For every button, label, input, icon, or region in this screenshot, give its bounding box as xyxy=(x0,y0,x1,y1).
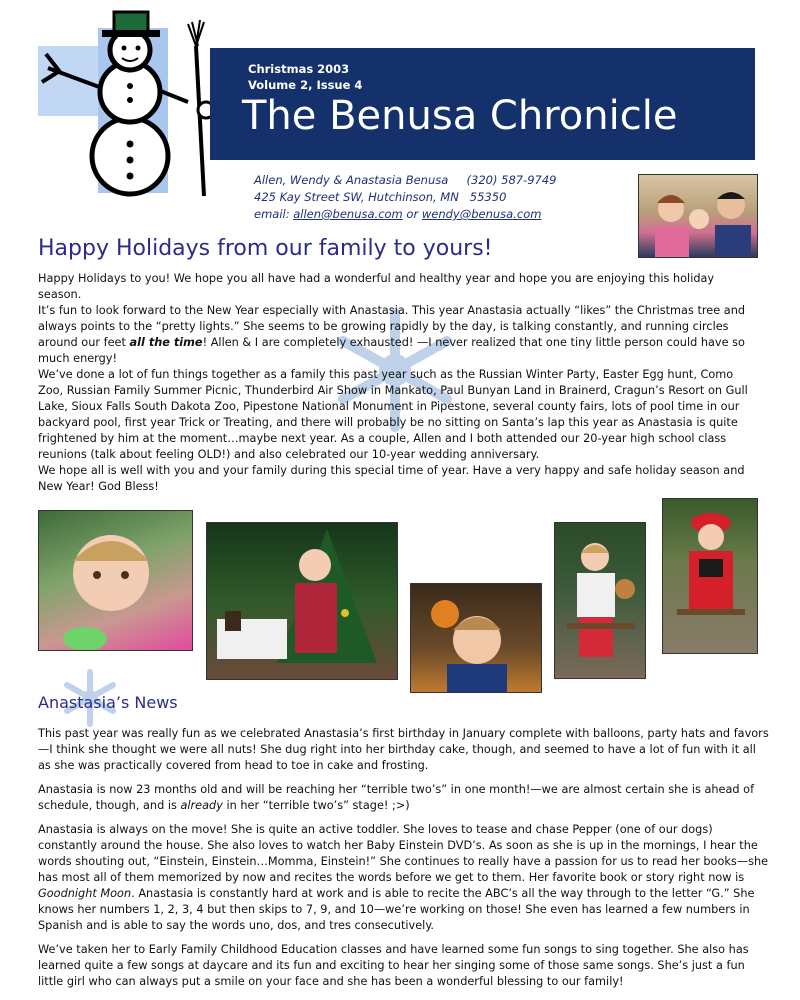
family-photo xyxy=(638,174,758,258)
issue-info xyxy=(248,61,362,93)
photo-rocking-chair xyxy=(554,522,646,679)
email-or: or xyxy=(406,207,419,221)
news-paragraph-classes: We’ve taken her to Early Family Childhood Education classes and have learned some fun songs to sing together. She also has learned quite a few songs at daycare and its fun and exciting to hear her singing some of those same songs. She’s just a fun little girl who can always put a smile on your face and she has been a wonderful blessing to our family! xyxy=(38,943,749,988)
news-paragraph-terrible-twos: Anastasia is now 23 months old and will be reaching her “terrible two’s” in one month!—we are almost certain she is ahead of schedule, though, and is already in her “terrible two’s” stage! ;>) xyxy=(38,783,755,812)
contact-address: 425 Kay Street SW, Hutchinson, MN 55350 xyxy=(254,190,507,204)
email-link-allen[interactable]: allen@benusa.com xyxy=(293,207,403,221)
news-paragraph-on-the-move: Anastasia is always on the move! She is quite an active toddler. She loves to tease and chase Pepper (one of our dogs) constantly around the house. She also loves to watch her Baby Einstein DVD’s. As soon as she is up in the mornings, I hear the words shouting out, “Einstein, Einstein…Momma, Einstein!” She continues to really have a passion for us to read her books—she has most all of them memorized by now and recites the words before we get to them. Her favorite book or story right now is Goodnight Moon. Anastasia is constantly hard at work and is able to recite the ABC’s all the way through to the letter “G.” She knows her numbers 1, 2, 3, 4 but then skips to 7, 9, and 10—we’re working on those! She even has learned a few numbers in Spanish and is able to say the words uno, dos, and tres consecutively. xyxy=(38,823,769,932)
email-link-wendy[interactable]: wendy@benusa.com xyxy=(421,207,542,221)
paragraph-greeting: Happy Holidays to you! We hope you all have had a wonderful and healthy year and hope you are enjoying this holiday season. xyxy=(38,272,715,301)
contact-block xyxy=(254,172,557,223)
photo-halloween xyxy=(410,583,542,693)
anastasia-news xyxy=(38,726,770,998)
main-heading: Happy Holidays from our family to yours! xyxy=(38,236,493,261)
paragraph-activities: We’ve done a lot of fun things together as a family this past year such as the Russian Winter Party, Easter Egg hunt, Como Zoo, Russian Family Summer Picnic, Thunderbird Air Show in Mankato, Paul Bunyan Land in Brainerd, Cragun’s Resort on Gull Lake, Sioux Falls South Dakota Zoo, Pipestone National Monument in Pipestone, several county fairs, lots of pool time in our backyard pool, first year Trick or Treating, and there will probably be no sitting on Santa’s lap this year as Anastasia is quite frightened by him at the moment…maybe next year. As a couple, Allen and I both attended our 20-year high school class reunions (talk about feeling OLD!) and also celebrated our 10-year wedding anniversary. xyxy=(38,368,748,461)
photo-christmas-tree xyxy=(206,522,398,680)
contact-names-phone: Allen, Wendy & Anastasia Benusa (320) 587-9749 xyxy=(254,173,557,187)
contact-email-line xyxy=(254,206,557,223)
photo-anastasia-closeup xyxy=(38,510,193,651)
emphasis-goodnight-moon: Goodnight Moon xyxy=(38,887,132,900)
holiday-letter xyxy=(38,271,758,495)
snowman-icon xyxy=(38,6,224,200)
news-paragraph-birthday: This past year was really fun as we celebrated Anastasia’s first birthday in January complete with balloons, party hats and favors—I think she thought we were all nuts! She dug right into her birthday cake, though, and seemed to have a lot of fun with it all as she was practically covered from head to toe in cake and frosting. xyxy=(38,727,769,772)
newsletter-title: The Benusa Chronicle xyxy=(242,93,678,139)
email-label: email: xyxy=(254,207,290,221)
emphasis-all-the-time: all the time xyxy=(129,336,203,349)
issue-date: Christmas 2003 xyxy=(248,62,350,76)
issue-volume: Volume 2, Issue 4 xyxy=(248,78,363,92)
paragraph-closing: We hope all is well with you and your family during this special time of year. Have a very happy and safe holiday season and New Year! God Bless! xyxy=(38,464,745,493)
photo-red-coat xyxy=(662,498,758,654)
emphasis-already: already xyxy=(180,799,223,812)
paragraph-new-year: It’s fun to look forward to the New Year especially with Anastasia. This year Anastasia actually “likes” the Christmas tree and always points to the “pretty lights.” She seems to be growing rapidly by the day, is talking constantly, and running circles around our feet all the time! Allen & I are completely exhausted! —I never realized that one tiny little person could have so much energy! xyxy=(38,304,746,365)
section-heading-anastasia-news: Anastasia’s News xyxy=(38,693,178,712)
